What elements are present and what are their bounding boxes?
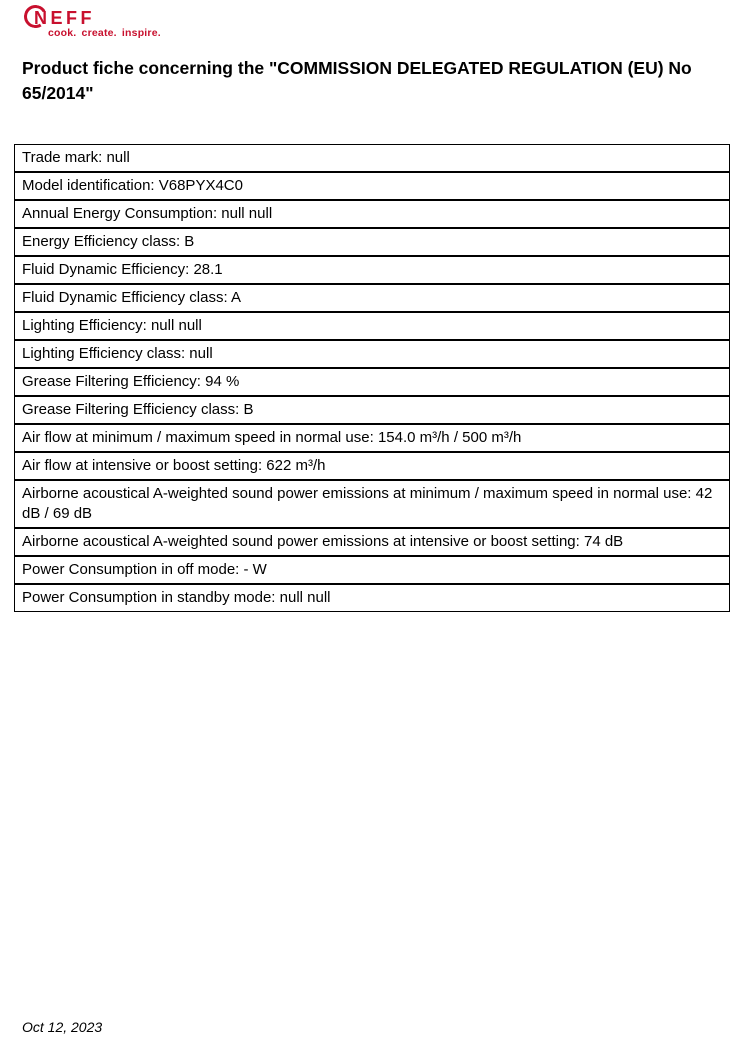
table-row: Power Consumption in off mode: - W	[14, 556, 730, 584]
table-row: Power Consumption in standby mode: null null	[14, 584, 730, 612]
table-row: Airborne acoustical A-weighted sound power emissions at intensive or boost setting: 74 dB	[14, 528, 730, 556]
table-row: Fluid Dynamic Efficiency: 28.1	[14, 256, 730, 284]
fiche-table	[14, 144, 730, 612]
table-row: Air flow at minimum / maximum speed in normal use: 154.0 m³/h / 500 m³/h	[14, 424, 730, 452]
table-row: Model identification: V68PYX4C0	[14, 172, 730, 200]
table-row: Grease Filtering Efficiency: 94 %	[14, 368, 730, 396]
page-title: Product fiche concerning the "COMMISSION DELEGATED REGULATION (EU) No 65/2014"	[22, 58, 692, 103]
table-row: Lighting Efficiency: null null	[14, 312, 730, 340]
logo-tagline: cook. create. inspire.	[48, 27, 161, 39]
table-row: Grease Filtering Efficiency class: B	[14, 396, 730, 424]
table-row: Lighting Efficiency class: null	[14, 340, 730, 368]
table-row: Airborne acoustical A-weighted sound power emissions at minimum / maximum speed in normal use: 42 dB / 69 dB	[14, 480, 730, 528]
table-row: Air flow at intensive or boost setting: 622 m³/h	[14, 452, 730, 480]
document-date: Oct 12, 2023	[22, 1019, 103, 1035]
table-row: Fluid Dynamic Efficiency class: A	[14, 284, 730, 312]
logo-brand-text: NEFF	[34, 8, 95, 28]
neff-logo	[22, 4, 172, 40]
table-row: Trade mark: null	[14, 144, 730, 172]
table-row: Annual Energy Consumption: null null	[14, 200, 730, 228]
table-row: Energy Efficiency class: B	[14, 228, 730, 256]
